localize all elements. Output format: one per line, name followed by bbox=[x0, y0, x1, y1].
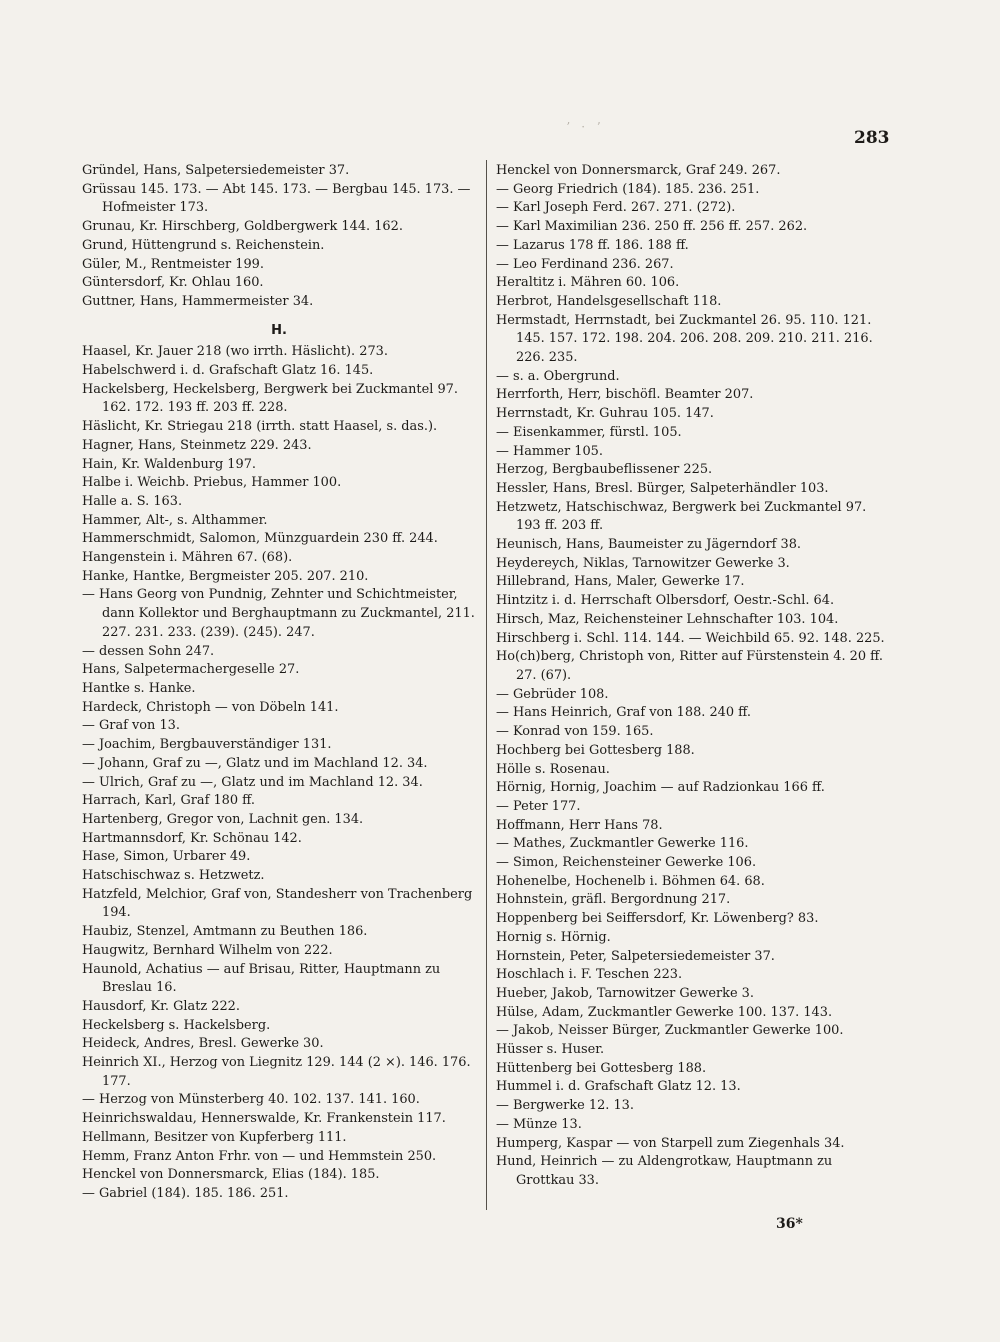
index-entry: — Jakob, Neisser Bürger, Zuckmantler Gewerke 100. bbox=[496, 1023, 844, 1039]
index-entry: Hund, Heinrich — zu Aldengrotkaw, Hauptmann zu Grottkau 33. bbox=[496, 1154, 833, 1188]
index-entry: — Karl Maximilian 236. 250 ff. 256 ff. 257. 262. bbox=[496, 219, 808, 235]
index-entry: Hangenstein i. Mähren 67. (68). bbox=[82, 550, 293, 566]
index-entry: — Konrad von 159. 165. bbox=[496, 724, 654, 740]
right-column bbox=[496, 162, 892, 1191]
index-entry: Heinrichswaldau, Hennerswalde, Kr. Frankenstein 117. bbox=[82, 1111, 446, 1127]
index-entry: — Gebrüder 108. bbox=[496, 686, 609, 702]
index-entry: Harrach, Karl, Graf 180 ff. bbox=[82, 793, 255, 809]
index-entry: Hase, Simon, Urbarer 49. bbox=[82, 849, 251, 865]
index-entry: Grund, Hüttengrund s. Reichenstein. bbox=[82, 237, 325, 253]
index-entry: Haasel, Kr. Jauer 218 (wo irrth. Häslicht). 273. bbox=[82, 344, 388, 360]
index-entry: Grüssau 145. 173. — Abt 145. 173. — Bergbau 145. 173. — Hofmeister 173. bbox=[82, 181, 471, 216]
left-entries-h bbox=[82, 343, 476, 1203]
index-entry: Hatschischwaz s. Hetzwetz. bbox=[82, 868, 265, 884]
index-entry: Herrnstadt, Kr. Guhrau 105. 147. bbox=[496, 406, 714, 422]
index-entry: — Joachim, Bergbauverständiger 131. bbox=[82, 737, 332, 753]
index-entry: Hornstein, Peter, Salpetersiedemeister 37. bbox=[496, 948, 775, 964]
index-entry: Hornig s. Hörnig. bbox=[496, 929, 611, 945]
index-entry: — Hammer 105. bbox=[496, 443, 603, 459]
index-entry: Hoffmann, Herr Hans 78. bbox=[496, 817, 663, 833]
index-entry: Güntersdorf, Kr. Ohlau 160. bbox=[82, 275, 264, 291]
index-entry: Hoschlach i. F. Teschen 223. bbox=[496, 967, 683, 983]
index-entry: — Lazarus 178 ff. 186. 188 ff. bbox=[496, 237, 689, 253]
index-entry: Hoppenberg bei Seiffersdorf, Kr. Löwenberg? 83. bbox=[496, 911, 819, 927]
index-entry: Heideck, Andres, Bresl. Gewerke 30. bbox=[82, 1036, 324, 1052]
index-entry: Heunisch, Hans, Baumeister zu Jägerndorf 38. bbox=[496, 537, 802, 553]
index-entry: Hochberg bei Gottesberg 188. bbox=[496, 742, 695, 758]
index-entry: Hantke s. Hanke. bbox=[82, 680, 196, 696]
index-entry: — Graf von 13. bbox=[82, 718, 180, 734]
index-entry: Heydereych, Niklas, Tarnowitzer Gewerke 3. bbox=[496, 555, 790, 571]
index-entry: Hartmannsdorf, Kr. Schönau 142. bbox=[82, 830, 302, 846]
index-entry: Herbrot, Handelsgesellschaft 118. bbox=[496, 293, 722, 309]
index-entry: — Peter 177. bbox=[496, 798, 581, 814]
index-entry: Hessler, Hans, Bresl. Bürger, Salpeterhändler 103. bbox=[496, 480, 829, 496]
index-entry: — Gabriel (184). 185. 186. 251. bbox=[82, 1185, 289, 1201]
index-entry: Heinrich XI., Herzog von Liegnitz 129. 144 (2 ×). 146. 176. 177. bbox=[82, 1055, 471, 1089]
index-entry: Herzog, Bergbaubeflissener 225. bbox=[496, 462, 713, 478]
index-entry: Hagner, Hans, Steinmetz 229. 243. bbox=[82, 437, 312, 453]
index-entry: — Münze 13. bbox=[496, 1116, 582, 1132]
index-entry: Gründel, Hans, Salpetersiedemeister 37. bbox=[82, 163, 350, 178]
index-entry: Hatzfeld, Melchior, Graf von, Standesherr von Trachenberg 194. bbox=[82, 886, 473, 921]
left-entries-g bbox=[82, 162, 476, 312]
index-entry: Hammerschmidt, Salomon, Münzguardein 230 ff. 244. bbox=[82, 531, 438, 547]
index-entry: Hörnig, Hornig, Joachim — auf Radzionkau 166 ff. bbox=[496, 780, 825, 796]
index-entry: Heckelsberg s. Hackelsberg. bbox=[82, 1017, 271, 1033]
index-entry: Güler, M., Rentmeister 199. bbox=[82, 256, 264, 272]
index-entry: Hardeck, Christoph — von Döbeln 141. bbox=[82, 699, 339, 715]
index-entry: Hülse, Adam, Zuckmantler Gewerke 100. 137. 143. bbox=[496, 1004, 833, 1020]
index-entry: — Hans Georg von Pundnig, Zehnter und Schichtmeister, dann Kollektor und Berghauptmann zu Zuckmantel, 211. 227. 231. 233. (239). (245). 247. bbox=[82, 587, 475, 640]
index-entry: — dessen Sohn 247. bbox=[82, 643, 215, 659]
index-entry: Hirsch, Maz, Reichensteiner Lehnschafter 103. 104. bbox=[496, 611, 839, 627]
index-entry: Haubiz, Stenzel, Amtmann zu Beuthen 186. bbox=[82, 924, 368, 940]
left-column bbox=[82, 162, 476, 1204]
index-entry: Hölle s. Rosenau. bbox=[496, 761, 610, 777]
index-entry: Hummel i. d. Grafschaft Glatz 12. 13. bbox=[496, 1079, 741, 1095]
index-entry: Hetzwetz, Hatschischwaz, Bergwerk bei Zuckmantel 97. 193 ff. 203 ff. bbox=[496, 499, 867, 534]
index-entry: Hüsser s. Huser. bbox=[496, 1042, 605, 1058]
index-entry: Hain, Kr. Waldenburg 197. bbox=[82, 456, 257, 472]
index-entry: — s. a. Obergrund. bbox=[496, 368, 620, 384]
signature-mark: 36* bbox=[776, 1216, 803, 1232]
index-entry: Herrforth, Herr, bischöfl. Beamter 207. bbox=[496, 387, 754, 403]
index-entry: — Georg Friedrich (184). 185. 236. 251. bbox=[496, 181, 760, 197]
index-entry: Halle a. S. 163. bbox=[82, 493, 183, 509]
right-entries-h bbox=[496, 162, 892, 1191]
index-entry: Heraltitz i. Mähren 60. 106. bbox=[496, 275, 680, 291]
index-entry: — Johann, Graf zu —, Glatz und im Machland 12. 34. bbox=[82, 755, 428, 771]
index-entry: — Simon, Reichensteiner Gewerke 106. bbox=[496, 855, 757, 871]
index-entry: — Mathes, Zuckmantler Gewerke 116. bbox=[496, 836, 749, 852]
index-entry: Häslicht, Kr. Striegau 218 (irrth. statt Haasel, s. das.). bbox=[82, 419, 438, 435]
index-entry: — Leo Ferdinand 236. 267. bbox=[496, 256, 674, 272]
index-entry: Henckel von Donnersmarck, Elias (184). 185. bbox=[82, 1167, 380, 1183]
index-entry: Hermstadt, Herrnstadt, bei Zuckmantel 26. 95. 110. 121. 145. 157. 172. 198. 204. 206. 208. 209. 210. 211. 216. 226. 235. bbox=[496, 312, 873, 366]
index-entry: Halbe i. Weichb. Priebus, Hammer 100. bbox=[82, 475, 342, 491]
index-entry: Hohnstein, gräfl. Bergordnung 217. bbox=[496, 892, 731, 908]
index-entry: Hans, Salpetermachergeselle 27. bbox=[82, 662, 300, 678]
index-entry: Hueber, Jakob, Tarnowitzer Gewerke 3. bbox=[496, 985, 754, 1001]
column-divider bbox=[486, 160, 487, 1210]
page-number: 283 bbox=[854, 128, 890, 148]
index-entry: Hemm, Franz Anton Frhr. von — und Hemmstein 250. bbox=[82, 1148, 437, 1164]
index-entry: — Karl Joseph Ferd. 267. 271. (272). bbox=[496, 200, 736, 216]
index-entry: — Hans Heinrich, Graf von 188. 240 ff. bbox=[496, 705, 751, 721]
index-entry: Grunau, Kr. Hirschberg, Goldbergwerk 144. 162. bbox=[82, 219, 403, 235]
index-entry: Hartenberg, Gregor von, Lachnit gen. 134. bbox=[82, 811, 364, 827]
index-entry: — Eisenkammer, fürstl. 105. bbox=[496, 424, 682, 440]
index-entry: Hausdorf, Kr. Glatz 222. bbox=[82, 998, 240, 1014]
index-entry: Hirschberg i. Schl. 114. 144. — Weichbild 65. 92. 148. 225. bbox=[496, 630, 885, 646]
bleed-through-marks: ʼ · ʼ bbox=[566, 120, 601, 134]
index-entry: Hackelsberg, Heckelsberg, Bergwerk bei Zuckmantel 97. 162. 172. 193 ff. 203 ff. 228. bbox=[82, 381, 458, 416]
index-entry: Hammer, Alt-, s. Althammer. bbox=[82, 512, 268, 528]
index-entry: Henckel von Donnersmarck, Graf 249. 267. bbox=[496, 163, 781, 178]
index-entry: Humperg, Kaspar — von Starpell zum Ziegenhals 34. bbox=[496, 1135, 845, 1151]
index-entry: Hanke, Hantke, Bergmeister 205. 207. 210. bbox=[82, 568, 369, 584]
index-entry: Hüttenberg bei Gottesberg 188. bbox=[496, 1060, 707, 1076]
index-entry: Haunold, Achatius — auf Brisau, Ritter, Hauptmann zu Breslau 16. bbox=[82, 961, 441, 996]
index-entry: Hintzitz i. d. Herrschaft Olbersdorf, Oestr.-Schl. 64. bbox=[496, 593, 835, 609]
index-entry: Guttner, Hans, Hammermeister 34. bbox=[82, 293, 314, 309]
index-entry: — Herzog von Münsterberg 40. 102. 137. 141. 160. bbox=[82, 1092, 420, 1108]
index-entry: Hillebrand, Hans, Maler, Gewerke 17. bbox=[496, 574, 745, 590]
index-entry: Hohenelbe, Hochenelb i. Böhmen 64. 68. bbox=[496, 873, 765, 889]
index-entry: Ho(ch)berg, Christoph von, Ritter auf Fürstenstein 4. 20 ff. 27. (67). bbox=[496, 649, 883, 683]
index-entry: — Ulrich, Graf zu —, Glatz und im Machland 12. 34. bbox=[82, 774, 423, 790]
section-heading: H. bbox=[271, 322, 287, 338]
index-entry: Haugwitz, Bernhard Wilhelm von 222. bbox=[82, 942, 333, 958]
index-entry: Hellmann, Besitzer von Kupferberg 111. bbox=[82, 1129, 347, 1145]
index-entry: — Bergwerke 12. 13. bbox=[496, 1098, 634, 1114]
index-entry: Habelschwerd i. d. Grafschaft Glatz 16. 145. bbox=[82, 363, 374, 379]
